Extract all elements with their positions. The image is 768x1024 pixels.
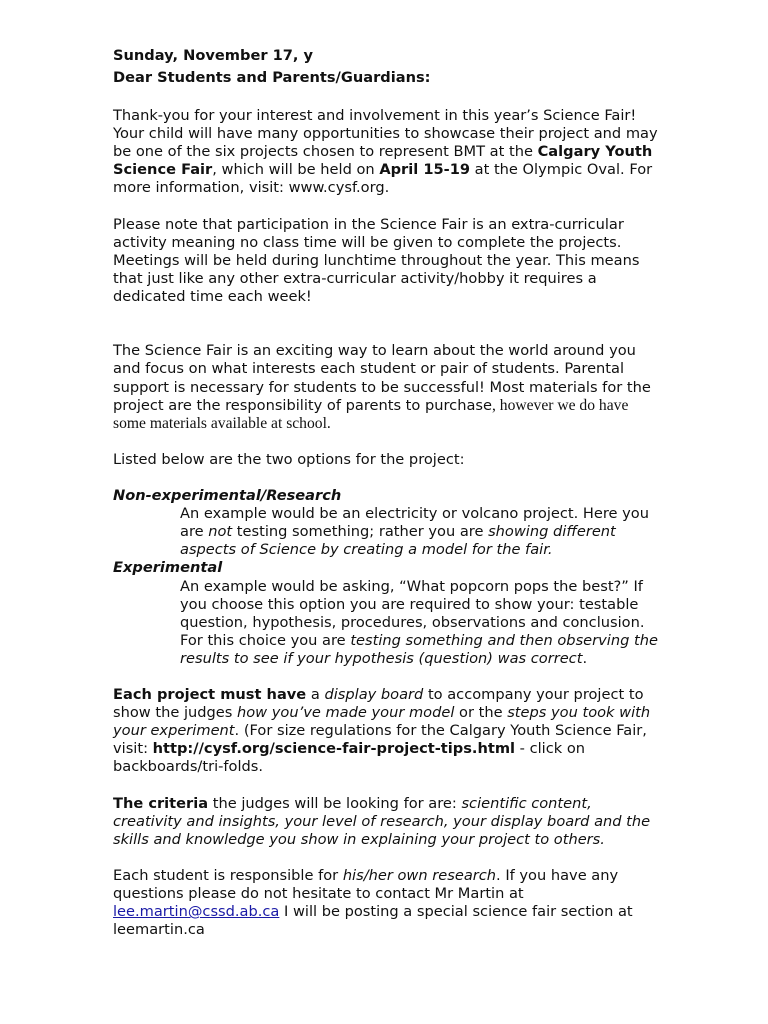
option-non-experimental-title: Non-experimental/Research: [113, 487, 342, 505]
contact-italic: his/her own research: [342, 867, 497, 885]
display-text-2: to accompany your project to show the judges: [113, 686, 644, 722]
options-intro: Listed below are the two options for the project:: [113, 450, 465, 468]
intro-paragraph: [113, 107, 661, 197]
opt2-italic-1: testing something and then observing the results to see if your hypothesis (question) was correct: [180, 631, 658, 667]
display-text-5: - click on backboards/tri-folds.: [113, 740, 586, 776]
spacer: [113, 433, 661, 451]
spacer: [113, 198, 661, 216]
intro-text-3: at the Olympic Oval. For more information, visit: www.cysf.org.: [113, 161, 653, 197]
opt2-text-1: An example would be asking, “What popcorn pops the best?” If you choose this option you are required to show your: testable question, hypothesis, procedures, observations and conclusion. For this choice you are: [180, 577, 645, 649]
option-non-experimental-description: [180, 505, 661, 559]
contact-text-2: . If you have any questions please do not hesitate to contact Mr Martin at: [113, 867, 619, 903]
materials-paragraph: [113, 342, 661, 432]
spacer: [113, 668, 661, 686]
criteria-paragraph: [113, 795, 661, 849]
contact-paragraph: [113, 867, 661, 939]
email-link[interactable]: lee.martin@cssd.ab.ca: [113, 903, 280, 921]
display-board-paragraph: [113, 686, 661, 776]
letter: [113, 45, 661, 939]
contact-text-3: I will be posting a special science fair section at leemartin.ca: [113, 903, 633, 939]
option-experimental-description: [180, 578, 661, 668]
display-italic-3: steps you took with your experiment: [113, 704, 651, 740]
criteria-italic: scientific content, creativity and insights, your level of research, your display board and the skills and knowledge you show in explaining your project to others.: [113, 794, 651, 848]
spacer: [113, 469, 661, 487]
display-text-4: . (For size regulations for the Calgary Youth Science Fair, visit:: [113, 722, 647, 758]
display-text-1: a: [306, 686, 325, 704]
display-text-3: or the: [454, 704, 508, 722]
cysf-name: Calgary Youth Science Fair: [113, 143, 653, 179]
materials-text-2: , however we do have some materials available at school.: [113, 396, 629, 432]
spacer: [113, 849, 661, 867]
materials-text-1: The Science Fair is an exciting way to learn about the world around you and focus on what interests each student or pair of students. Parental support is necessary for students to be successful! Most materials for the project are the responsibility of parents to purchase: [113, 342, 651, 414]
contact-text-1: Each student is responsible for: [113, 867, 343, 885]
spacer: [113, 777, 661, 795]
display-italic-2: how you’ve made your model: [237, 704, 455, 722]
opt1-italic-2: showing different aspects of Science by creating a model for the fair.: [180, 523, 616, 559]
criteria-text-1: the judges will be looking for are:: [208, 794, 462, 812]
criteria-bold: The criteria: [113, 794, 209, 812]
tips-url: http://cysf.org/science-fair-project-tips.html: [152, 740, 516, 758]
opt1-text-1: An example would be an electricity or volcano project. Here you are: [180, 505, 649, 541]
letter-date: Sunday, November 17, y: [113, 47, 314, 64]
letter-salutation: Dear Students and Parents/Guardians:: [113, 69, 431, 86]
opt1-italic-1: not: [208, 523, 233, 541]
option-experimental-title: Experimental: [113, 559, 223, 577]
spacer: [113, 306, 661, 342]
intro-text-1: Thank-you for your interest and involvement in this year’s Science Fair! Your child will have many opportunities to showcase their project and may be one of the six projects chosen to represent BMT at the: [113, 107, 658, 161]
opt1-text-2: testing something; rather you are: [232, 523, 489, 541]
display-italic-1: display board: [324, 686, 424, 704]
opt2-text-2: .: [582, 649, 588, 667]
spacer: [113, 89, 661, 107]
display-bold-1: Each project must have: [113, 686, 307, 704]
intro-text-2: , which will be held on: [212, 161, 380, 179]
fair-dates: April 15-19: [379, 161, 471, 179]
participation-paragraph: Please note that participation in the Science Fair is an extra-curricular activity meaning no class time will be given to complete the projects. Meetings will be held during lunchtime throughout the year. This means that just like any other extra-curricular activity/hobby it requires a dedicated time each week!: [113, 215, 640, 306]
